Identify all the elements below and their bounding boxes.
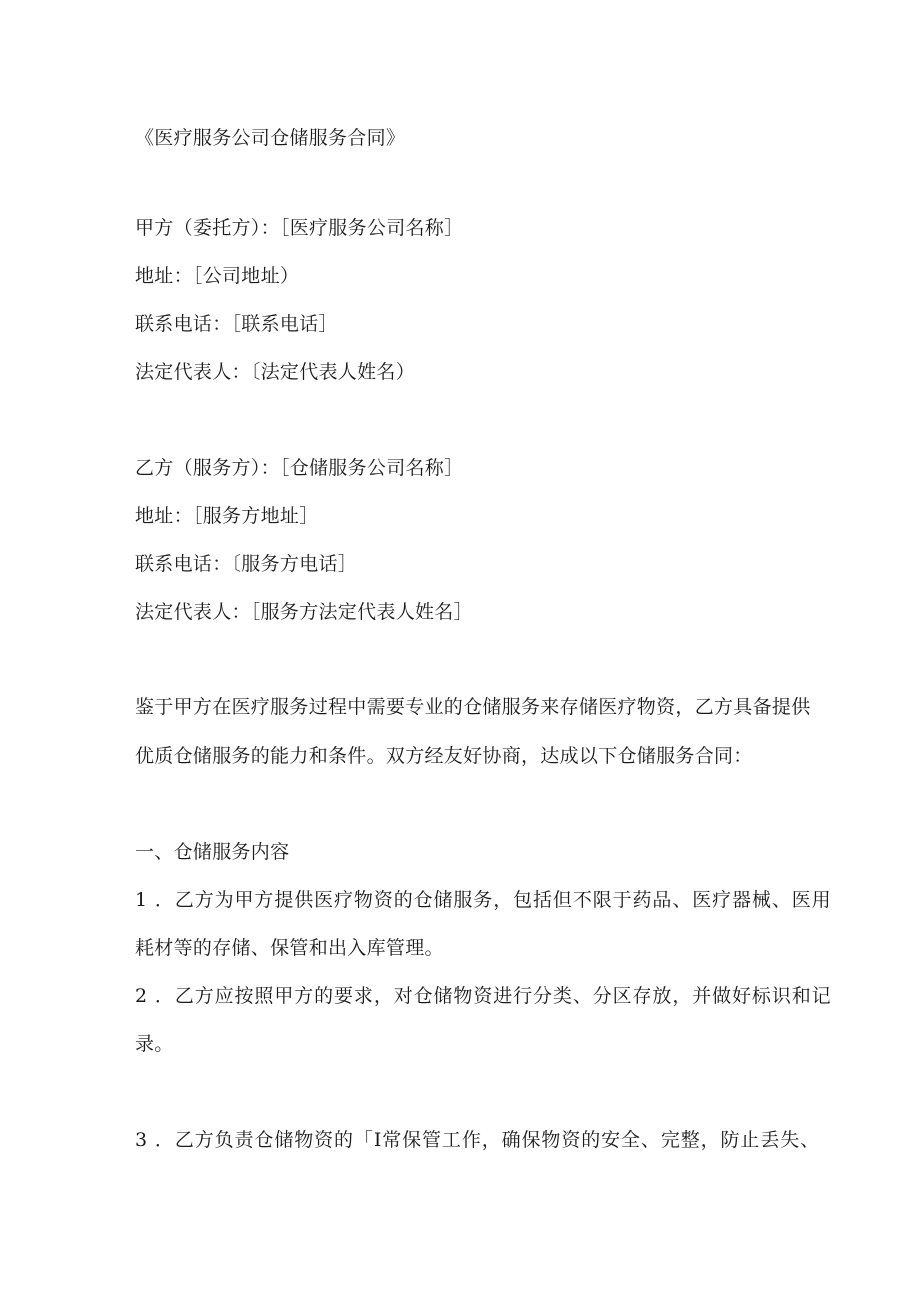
clause-1-line-1: 1 ．乙方为甲方提供医疗物资的仓储服务，包括但不限于药品、医疗器械、医用 [135,889,832,911]
preamble-line-1: 鉴于甲方在医疗服务过程中需要专业的仓储服务来存储医疗物资，乙方具备提供 [135,696,811,718]
clause-1-line-2: 耗材等的存储、保管和出入库管理。 [135,937,444,959]
party-a-representative: 法定代表人：〔法定代表人姓名） [135,361,416,383]
party-b-phone: 联系电话：〔服务方电话］ [135,553,358,575]
party-a-address: 地址：［公司地址） [135,265,300,287]
party-b-address: 地址：［服务方地址］ [135,505,319,527]
clause-2-line-1: 2 ．乙方应按照甲方的要求，对仓储物资进行分类、分区存放，并做好标识和记 [135,985,832,1007]
section-1-heading: 一、仓储服务内容 [135,841,290,863]
clause-2-line-2: 录。 [135,1033,174,1055]
party-a-name: 甲方（委托方）：［医疗服务公司名称］ [135,217,464,239]
party-b-representative: 法定代表人：［服务方法定代表人姓名］ [135,601,473,623]
preamble-line-2: 优质仓储服务的能力和条件。双方经友好协商，达成以下仓储服务合同： [135,745,753,767]
party-a-phone: 联系电话：［联系电话］ [135,313,338,335]
clause-3-line-1: 3 ．乙方负责仓储物资的「I常保管工作，确保物资的安全、完整，防止丢失、 [135,1129,821,1151]
party-b-name: 乙方（服务方）：［仓储服务公司名称］ [135,457,464,479]
document-title: 《医疗服务公司仓储服务合同》 [135,127,406,149]
